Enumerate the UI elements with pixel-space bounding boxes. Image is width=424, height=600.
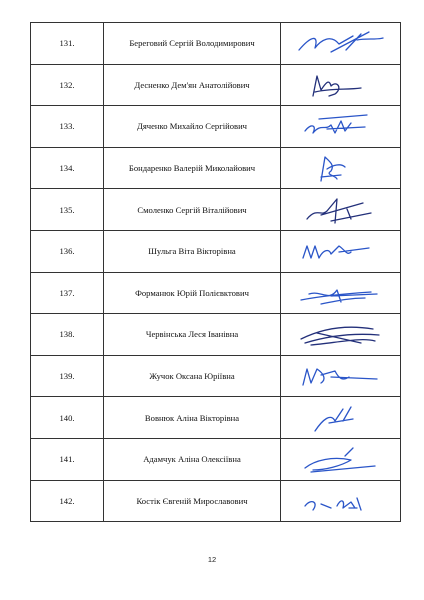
person-name: Костік Євгеній Мирославович bbox=[104, 480, 281, 522]
handwritten-signature bbox=[291, 26, 391, 60]
row-number: 138. bbox=[31, 314, 104, 356]
handwritten-signature bbox=[291, 109, 391, 143]
table-row bbox=[31, 147, 401, 189]
handwritten-signature bbox=[291, 359, 391, 393]
person-name: Шульга Віта Вікторівна bbox=[104, 230, 281, 272]
signature-cell bbox=[281, 438, 401, 480]
signature-table bbox=[30, 22, 401, 522]
signature-cell bbox=[281, 64, 401, 106]
table-row bbox=[31, 106, 401, 148]
row-number: 141. bbox=[31, 438, 104, 480]
table-row bbox=[31, 438, 401, 480]
person-name: Береговий Сергій Володимирович bbox=[104, 23, 281, 65]
signature-cell bbox=[281, 480, 401, 522]
table-row bbox=[31, 314, 401, 356]
signature-cell bbox=[281, 147, 401, 189]
person-name: Форманюк Юрій Полієвктович bbox=[104, 272, 281, 314]
handwritten-signature bbox=[291, 68, 391, 102]
signature-stroke bbox=[315, 407, 353, 431]
person-name: Вовнюк Аліна Вікторівна bbox=[104, 397, 281, 439]
signature-cell bbox=[281, 23, 401, 65]
signature-stroke bbox=[299, 32, 383, 52]
person-name: Червінська Леся Іванівна bbox=[104, 314, 281, 356]
row-number: 133. bbox=[31, 106, 104, 148]
row-number: 140. bbox=[31, 397, 104, 439]
person-name: Жучок Оксана Юріївна bbox=[104, 355, 281, 397]
handwritten-signature bbox=[291, 193, 391, 227]
signature-stroke bbox=[301, 328, 379, 346]
row-number: 137. bbox=[31, 272, 104, 314]
signature-stroke bbox=[313, 76, 361, 96]
handwritten-signature bbox=[291, 234, 391, 268]
row-number: 135. bbox=[31, 189, 104, 231]
signature-stroke bbox=[307, 199, 371, 223]
row-number: 142. bbox=[31, 480, 104, 522]
person-name: Дяченко Михайло Сергійович bbox=[104, 106, 281, 148]
page-number: 12 bbox=[207, 555, 217, 564]
handwritten-signature bbox=[291, 317, 391, 351]
signature-cell bbox=[281, 189, 401, 231]
handwritten-signature bbox=[291, 276, 391, 310]
signature-table-body bbox=[31, 23, 401, 522]
handwritten-signature bbox=[291, 401, 391, 435]
signature-cell bbox=[281, 230, 401, 272]
table-row bbox=[31, 480, 401, 522]
person-name: Десненко Дем'ян Анатолійович bbox=[104, 64, 281, 106]
signature-stroke bbox=[305, 448, 375, 472]
signature-cell bbox=[281, 314, 401, 356]
signature-stroke bbox=[303, 246, 369, 258]
signature-cell bbox=[281, 397, 401, 439]
handwritten-signature bbox=[291, 151, 391, 185]
person-name: Смоленко Сергій Віталійович bbox=[104, 189, 281, 231]
row-number: 139. bbox=[31, 355, 104, 397]
table-row bbox=[31, 189, 401, 231]
signature-stroke bbox=[303, 369, 377, 385]
person-name: Адамчук Аліна Олексіївна bbox=[104, 438, 281, 480]
signature-cell bbox=[281, 355, 401, 397]
signature-stroke bbox=[301, 290, 377, 304]
table-row bbox=[31, 23, 401, 65]
signature-stroke bbox=[321, 157, 345, 181]
signature-cell bbox=[281, 272, 401, 314]
table-row bbox=[31, 64, 401, 106]
handwritten-signature bbox=[291, 484, 391, 518]
row-number: 134. bbox=[31, 147, 104, 189]
table-row bbox=[31, 230, 401, 272]
handwritten-signature bbox=[291, 442, 391, 476]
signature-stroke bbox=[305, 498, 361, 510]
table-row bbox=[31, 272, 401, 314]
row-number: 132. bbox=[31, 64, 104, 106]
table-row bbox=[31, 355, 401, 397]
signature-stroke bbox=[305, 115, 367, 133]
table-row bbox=[31, 397, 401, 439]
signature-cell bbox=[281, 106, 401, 148]
row-number: 136. bbox=[31, 230, 104, 272]
person-name: Бондаренко Валерій Миколайович bbox=[104, 147, 281, 189]
row-number: 131. bbox=[31, 23, 104, 65]
